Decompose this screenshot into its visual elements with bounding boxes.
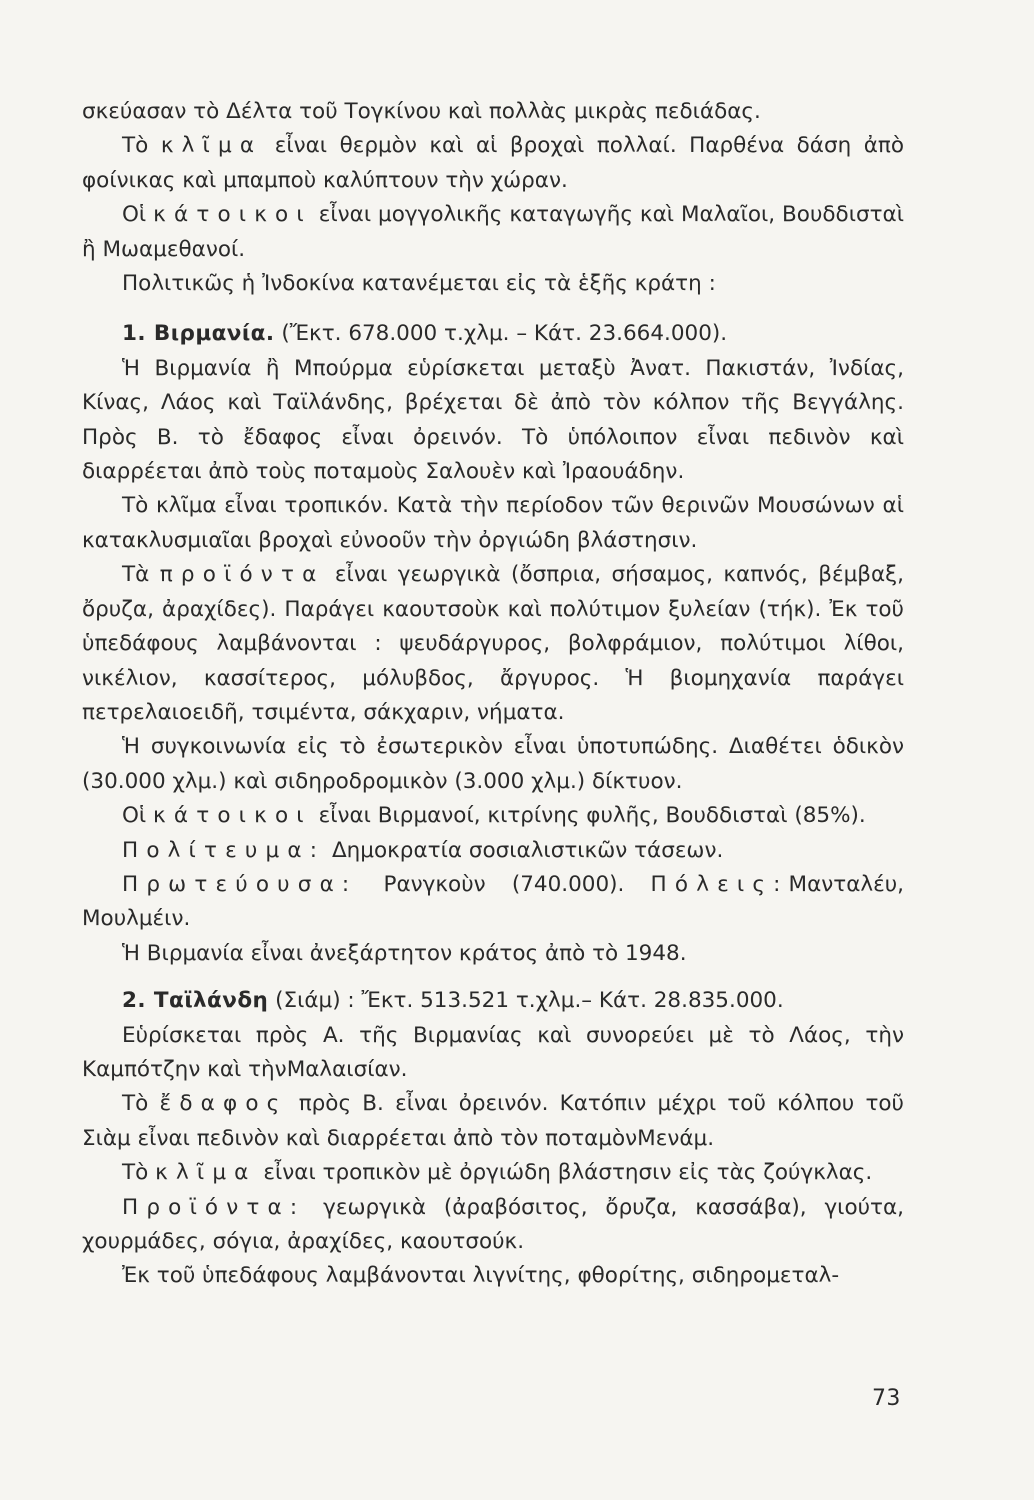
text-line: γεωργικὰ (ἀραβόσιτος, ὄρυζα, κασσάβα), γιούτα, χουρμάδες, σόγια, ἀραχίδες, καουτσούκ. (82, 1194, 904, 1254)
text-line: Ρανγκοὺν (740.000). (383, 871, 625, 897)
text-line: πρὸς Β. εἶναι ὀρεινόν. Κατόπιν μέχρι τοῦ κόλπου τοῦ Σιὰμ εἶναι πεδινὸν καὶ διαρρέεται ἀπὸ τὸν ποταμὸνΜενάμ. (82, 1091, 904, 1151)
word: Τὸ (122, 133, 149, 159)
text-line: Πολιτικῶς ἡ Ἰνδοκίνα κατανέμεται εἰς τὰ ἑξῆς κράτη : (122, 271, 716, 297)
spaced-term: κάτοικοι (153, 803, 312, 829)
text-line: Ἡ Βιρμανία ἢ Μπούρμα εὑρίσκεται μεταξὺ Ἀνατ. Πακιστάν, Ἰνδίας, Κίνας, Λάος καὶ Ταϊλάνδης, βρέχεται δὲ ἀπὸ τὸν κόλπον τῆς Βεγγάλης. Πρὸς Β. τὸ ἔδαφος εἶναι ὀρεινόν. Τὸ ὑπόλοιπον εἶναι πεδινὸν καὶ διαρρέεται ἀπὸ τοὺς ποταμοὺς Σαλουὲν καὶ Ἰραουάδην. (82, 355, 904, 485)
paragraph (82, 129, 904, 198)
spaced-term: κλῖμα (160, 133, 263, 159)
paragraph (82, 1156, 904, 1190)
word: Οἱ (122, 202, 147, 228)
body-text (82, 95, 904, 1294)
paragraph (82, 267, 904, 301)
word: Τὰ (122, 562, 150, 588)
text-line: σκεύασαν τὸ Δέλτα τοῦ Τογκίνου καὶ πολλὰς μικρὰς πεδιάδας. (82, 99, 761, 124)
paragraph (82, 730, 904, 799)
spaced-term: ἔδαφος (159, 1091, 288, 1117)
paragraph (82, 1087, 904, 1156)
paragraph (82, 352, 904, 490)
text-line: Τὸ κλῖμα εἶναι τροπικόν. Κατὰ τὴν περίοδον τῶν θερινῶν Μουσώνων αἱ κατακλυσμιαῖαι βροχαὶ εὐνοοῦν τὴν ὀργιώδη βλάστησιν. (82, 493, 904, 553)
spaced-term: κλῖμα (155, 1160, 257, 1186)
paragraph (82, 489, 904, 558)
paragraph (82, 937, 904, 971)
paragraph (82, 95, 904, 129)
text-line: εἶναι γεωργικὰ (ὄσπρια, σήσαμος, καπνός, βέμβαξ, ὄρυζα, ἀραχίδες). Παράγει καουτσοὺκ καὶ πολύτιμον ξυλείαν (τήκ). Ἐκ τοῦ ὑπεδάφους λαμβάνονται : ψευδάργυρος, βολφράμιον, πολύτιμοι λίθοι, νικέλιον, κασσίτερος, μόλυβδος, ἄργυρος. Ἡ βιομηχανία παράγει πετρελαιοειδῆ, τσιμέντα, σάκχαριν, νήματα. (82, 562, 904, 725)
paragraph (82, 198, 904, 267)
word: Τὸ (122, 1091, 149, 1117)
section-title: 1. Βιρμανία. (122, 321, 275, 347)
paragraph (82, 1191, 904, 1260)
section-title: 2. Ταϊλάνδη (122, 988, 269, 1014)
spaced-term: προϊόντα (159, 562, 325, 588)
text-line: Δημοκρατία σοσιαλιστικῶν τάσεων. (331, 837, 724, 863)
section-meta: (Ἔκτ. 678.000 τ.χλμ. – Κάτ. 23.664.000). (281, 321, 728, 347)
spaced-term: Πόλεις: (650, 871, 789, 897)
text-line: Εὑρίσκεται πρὸς Α. τῆς Βιρμανίας καὶ συνορεύει μὲ τὸ Λάος, τὴν Καμπότζην καὶ τὴνΜαλαισίαν. (82, 1022, 904, 1082)
word: Οἱ (122, 803, 147, 829)
text-line: εἶναι μογγολικῆς καταγωγῆς καὶ Μαλαῖοι, Βουδδισταὶ ἢ Μωαμεθανοί. (82, 202, 904, 262)
text-line: Ἡ συγκοινωνία εἰς τὸ ἐσωτερικὸν εἶναι ὑποτυπώδης. Διαθέτει ὁδικὸν (30.000 χλμ.) καὶ σιδηροδρομικὸν (3.000 χλμ.) δίκτυον. (82, 734, 904, 794)
paragraph (82, 1019, 904, 1088)
text-line: Ἡ Βιρμανία εἶναι ἀνεξάρτητον κράτος ἀπὸ τὸ 1948. (122, 940, 687, 966)
section-meta: (Σιάμ) : Ἔκτ. 513.521 τ.χλμ.– Κάτ. 28.835.000. (275, 988, 784, 1014)
page-number: 73 (872, 1386, 901, 1411)
paragraph (82, 558, 904, 730)
section-heading-thailand (82, 984, 904, 1018)
text-line: Μανταλέυ, Μουλμέιν. (82, 871, 904, 932)
paragraph (82, 868, 904, 937)
paragraph (82, 834, 904, 868)
text-line: Ἐκ τοῦ ὑπεδάφους λαμβάνονται λιγνίτης, φθορίτης, σιδηρομεταλ- (122, 1263, 840, 1289)
spaced-term: Πρωτεύουσα: (122, 871, 358, 897)
paragraph (82, 799, 904, 833)
spaced-term: κάτοικοι (153, 202, 312, 228)
paragraph (82, 1259, 904, 1293)
spaced-term: Προϊόντα: (122, 1194, 306, 1220)
word: Τὸ (122, 1160, 149, 1186)
text-line: εἶναι θερμὸν καὶ αἱ βροχαὶ πολλαί. Παρθένα δάση ἀπὸ φοίνικας καὶ μπαμποὺ καλύπτουν τὴν χώραν. (82, 133, 904, 193)
spaced-term: Πολίτευμα: (122, 837, 326, 863)
section-heading-burma (82, 317, 904, 351)
text-line: εἶναι Βιρμανοί, κιτρίνης φυλῆς, Βουδδισταὶ (85%). (318, 803, 866, 829)
text-line: εἶναι τροπικὸν μὲ ὀργιώδη βλάστησιν εἰς τὰς ζούγκλας. (263, 1160, 873, 1186)
